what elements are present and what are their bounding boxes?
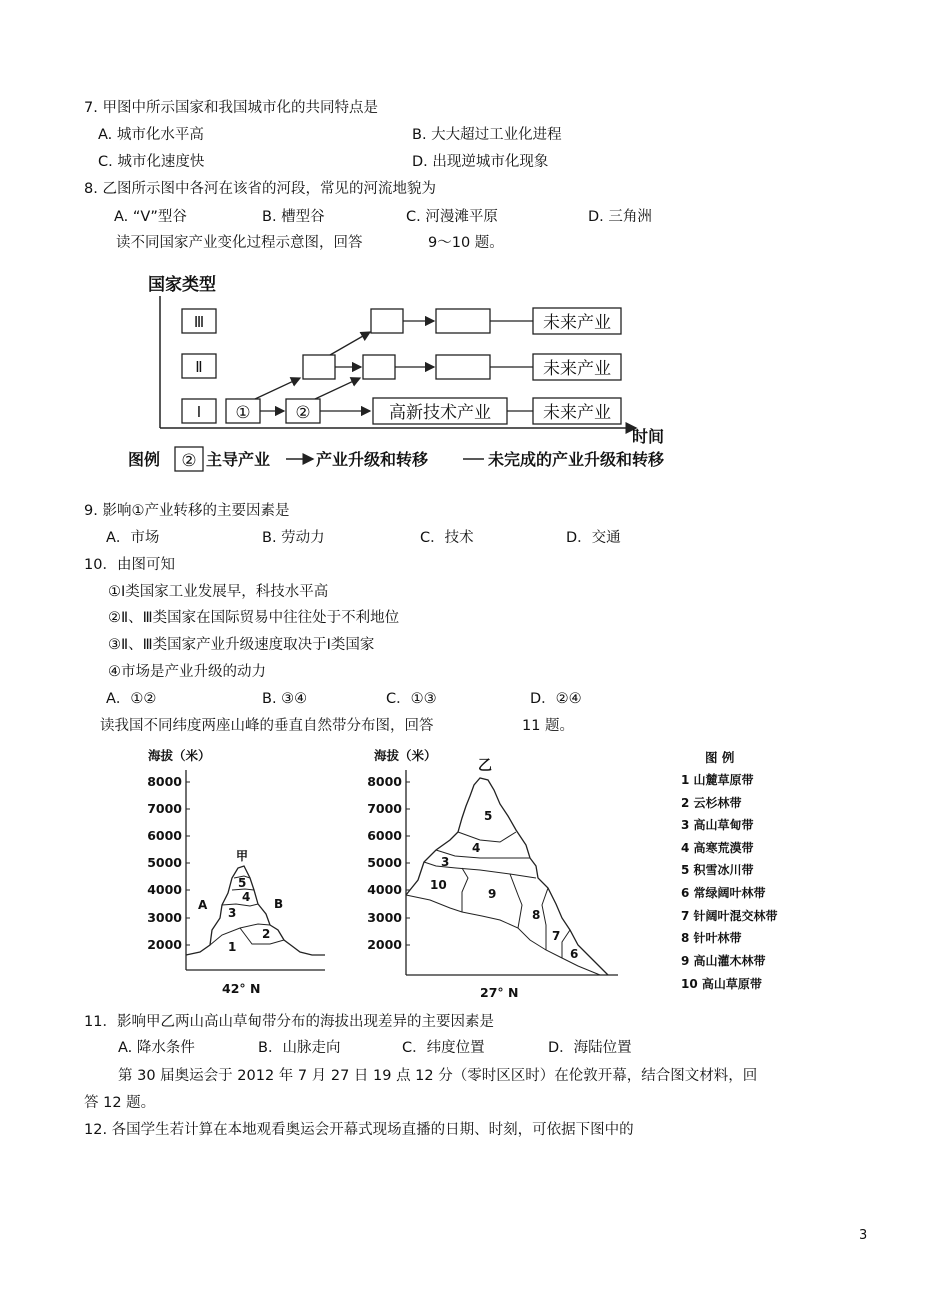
legend-item-8: 8 针叶林带 [681, 931, 742, 945]
q10-option-b: B. ③④ [262, 691, 308, 707]
legend-symbol: ② [181, 451, 197, 471]
q12-stem: 12. 各国学生若计算在本地观看奥运会开幕式现场直播的日期、时刻，可依据下图中的 [84, 1122, 634, 1138]
left-peak-label: 甲 [236, 849, 249, 863]
legend-item-10: 10 高山草原带 [681, 977, 762, 991]
left-zone-boundary-1-2 [210, 924, 270, 945]
right-zone-boundary-5-4 [458, 832, 516, 842]
legend-arrow-label: 产业升级和转移 [316, 450, 429, 469]
legend-item-4: 4 高寒荒漠带 [681, 841, 754, 855]
right-zone-3: 3 [441, 855, 450, 869]
intro-12-line1: 第 30 届奥运会于 2012 年 7 月 27 日 19 点 12 分（零时区区时）在伦敦开幕，结合图文材料，回 [118, 1068, 758, 1084]
intro-12-line2: 答 12 题。 [84, 1095, 156, 1111]
row-ii-label: Ⅱ [195, 358, 203, 376]
right-zone-boundary-3-lower [424, 862, 536, 878]
intro-9-10-range: 9～10 题。 [428, 235, 504, 251]
industry-1-box [226, 399, 260, 423]
left-zone-2: 2 [262, 927, 271, 941]
q9-option-b: B. 劳动力 [262, 530, 325, 546]
right-zone-boundary-7-6 [562, 930, 570, 958]
left-zone-boundary-2 [240, 928, 284, 944]
mountain-legend-title: 图 例 [705, 750, 735, 765]
left-tick-6000: 6000 [147, 828, 182, 843]
industry-1-label: ① [235, 403, 251, 423]
left-mountain-outline [186, 866, 325, 955]
right-y-title: 海拔（米） [374, 748, 437, 763]
q9-stem: 9. 影响①产业转移的主要因素是 [84, 503, 290, 519]
left-tick-7000: 7000 [147, 801, 182, 816]
right-zone-boundary-9-8 [510, 874, 522, 928]
q10-statement-1: ①Ⅰ类国家工业发展早，科技水平高 [108, 584, 329, 600]
left-zone-3: 3 [228, 906, 237, 920]
left-side-b: B [274, 897, 284, 911]
left-tick-4000: 4000 [147, 882, 182, 897]
right-zone-6: 6 [570, 947, 579, 961]
left-zone-4: 4 [242, 890, 251, 904]
q9-option-d: D．交通 [566, 530, 621, 546]
intro-9-10: 读不同国家产业变化过程示意图，回答 [116, 235, 363, 251]
arrow-1-to-ii [255, 378, 300, 399]
right-zone-boundary-8-7 [542, 888, 548, 950]
right-tick-5000: 5000 [367, 855, 402, 870]
high-tech-box [373, 398, 507, 424]
q10-statement-4: ④市场是产业升级的动力 [108, 664, 266, 680]
right-tick-4000: 4000 [367, 882, 402, 897]
row-iii-box-a [371, 309, 403, 333]
right-tick-2000: 2000 [367, 937, 402, 952]
q9-option-a: A．市场 [106, 530, 160, 546]
q8-option-d: D. 三角洲 [588, 209, 652, 225]
q10-option-d: D．②④ [530, 691, 582, 707]
right-tick-6000: 6000 [367, 828, 402, 843]
q8-option-a: A. “V”型谷 [114, 209, 187, 225]
q7-option-b: B. 大大超过工业化进程 [412, 127, 562, 143]
q11-option-c: C．纬度位置 [402, 1040, 485, 1056]
legend-item-1: 1 山麓草原带 [681, 773, 754, 787]
left-zone-boundary-5-top [234, 876, 250, 878]
legend-item-5: 5 积雪冰川带 [681, 863, 754, 877]
left-side-a: A [198, 898, 208, 912]
row-ii-box-c [436, 355, 490, 379]
q7-option-a: A. 城市化水平高 [98, 127, 204, 143]
q10-statement-3: ③Ⅱ、Ⅲ类国家产业升级速度取决于Ⅰ类国家 [108, 637, 375, 653]
right-zone-boundary-10-9 [462, 868, 468, 912]
right-zone-7: 7 [552, 929, 561, 943]
row-ii-box-b [363, 355, 395, 379]
right-zone-8: 8 [532, 908, 541, 922]
legend-item-9: 9 高山灌木林带 [681, 954, 766, 968]
left-zone-1: 1 [228, 940, 237, 954]
industry-2-box [286, 399, 320, 423]
q8-option-c: C. 河漫滩平原 [406, 209, 498, 225]
left-zone-5: 5 [238, 876, 247, 890]
right-latitude: 27° N [480, 985, 519, 1000]
future-label-iii: 未来产业 [543, 313, 611, 333]
right-zone-10: 10 [430, 878, 447, 892]
diagram-x-label: 时间 [632, 427, 665, 446]
left-tick-8000: 8000 [147, 774, 182, 789]
row-i-box [182, 399, 216, 423]
q7-option-c: C. 城市化速度快 [98, 154, 205, 170]
intro-11: 读我国不同纬度两座山峰的垂直自然带分布图，回答 [100, 718, 434, 734]
left-tick-5000: 5000 [147, 855, 182, 870]
q9-option-c: C．技术 [420, 530, 474, 546]
legend-symbol-box [175, 447, 203, 471]
legend-main-label: 主导产业 [206, 450, 271, 469]
right-tick-3000: 3000 [367, 910, 402, 925]
row-iii-box [182, 309, 216, 333]
diagram-y-title: 国家类型 [148, 275, 216, 295]
right-zone-boundary-4-3 [436, 850, 530, 858]
left-latitude: 42° N [222, 981, 261, 996]
left-zone-boundary-3-4 [222, 904, 258, 906]
q10-option-a: A．①② [106, 691, 157, 707]
right-tick-8000: 8000 [367, 774, 402, 789]
left-zone-boundary-4-5 [232, 889, 254, 890]
row-i-label: Ⅰ [196, 403, 202, 421]
q10-option-c: C．①③ [386, 691, 437, 707]
intro-11-num: 11 题。 [522, 718, 575, 734]
q11-option-b: B．山脉走向 [258, 1040, 341, 1056]
left-tick-2000: 2000 [147, 937, 182, 952]
q11-option-a: A. 降水条件 [118, 1040, 195, 1056]
left-tick-3000: 3000 [147, 910, 182, 925]
right-zone-5: 5 [484, 809, 493, 823]
legend-item-7: 7 针阔叶混交林带 [681, 909, 778, 923]
q11-stem: 11．影响甲乙两山高山草甸带分布的海拔出现差异的主要因素是 [84, 1014, 494, 1030]
q8-stem: 8. 乙图所示图中各河在该省的河段，常见的河流地貌为 [84, 181, 436, 197]
future-box-iii [533, 308, 621, 334]
right-tick-7000: 7000 [367, 801, 402, 816]
legend-line-label: 未完成的产业升级和转移 [488, 450, 665, 469]
high-tech-label: 高新技术产业 [389, 403, 491, 423]
q11-option-d: D．海陆位置 [548, 1040, 632, 1056]
q10-statement-2: ②Ⅱ、Ⅲ类国家在国际贸易中往往处于不利地位 [108, 610, 400, 626]
future-label-ii: 未来产业 [543, 359, 611, 379]
legend-item-3: 3 高山草甸带 [681, 818, 754, 832]
right-peak-label: 乙 [478, 758, 492, 774]
right-zone-9: 9 [488, 887, 497, 901]
right-mountain-outline [406, 778, 608, 975]
q10-stem: 10．由图可知 [84, 557, 175, 573]
row-iii-box-b [436, 309, 490, 333]
row-ii-box-a [303, 355, 335, 379]
left-y-title: 海拔（米） [148, 748, 211, 763]
q8-option-b: B. 槽型谷 [262, 209, 325, 225]
future-label-i: 未来产业 [543, 403, 611, 423]
row-ii-box [182, 354, 216, 378]
arrow-ii-to-iii [330, 332, 370, 355]
row-iii-label: Ⅲ [193, 313, 205, 331]
diagram-legend-title: 图例 [128, 450, 161, 469]
industry-2-label: ② [295, 403, 311, 423]
q7-stem: 7. 甲图中所示国家和我国城市化的共同特点是 [84, 100, 378, 116]
future-box-ii [533, 354, 621, 380]
right-zone-4: 4 [472, 841, 481, 855]
q7-option-d: D. 出现逆城市化现象 [412, 154, 549, 170]
legend-item-2: 2 云杉林带 [681, 796, 742, 810]
arrow-2-to-ii [315, 378, 360, 399]
future-box-i [533, 398, 621, 424]
page-number: 3 [859, 1228, 868, 1243]
right-lower-slope [406, 895, 600, 975]
legend-item-6: 6 常绿阔叶林带 [681, 886, 766, 900]
